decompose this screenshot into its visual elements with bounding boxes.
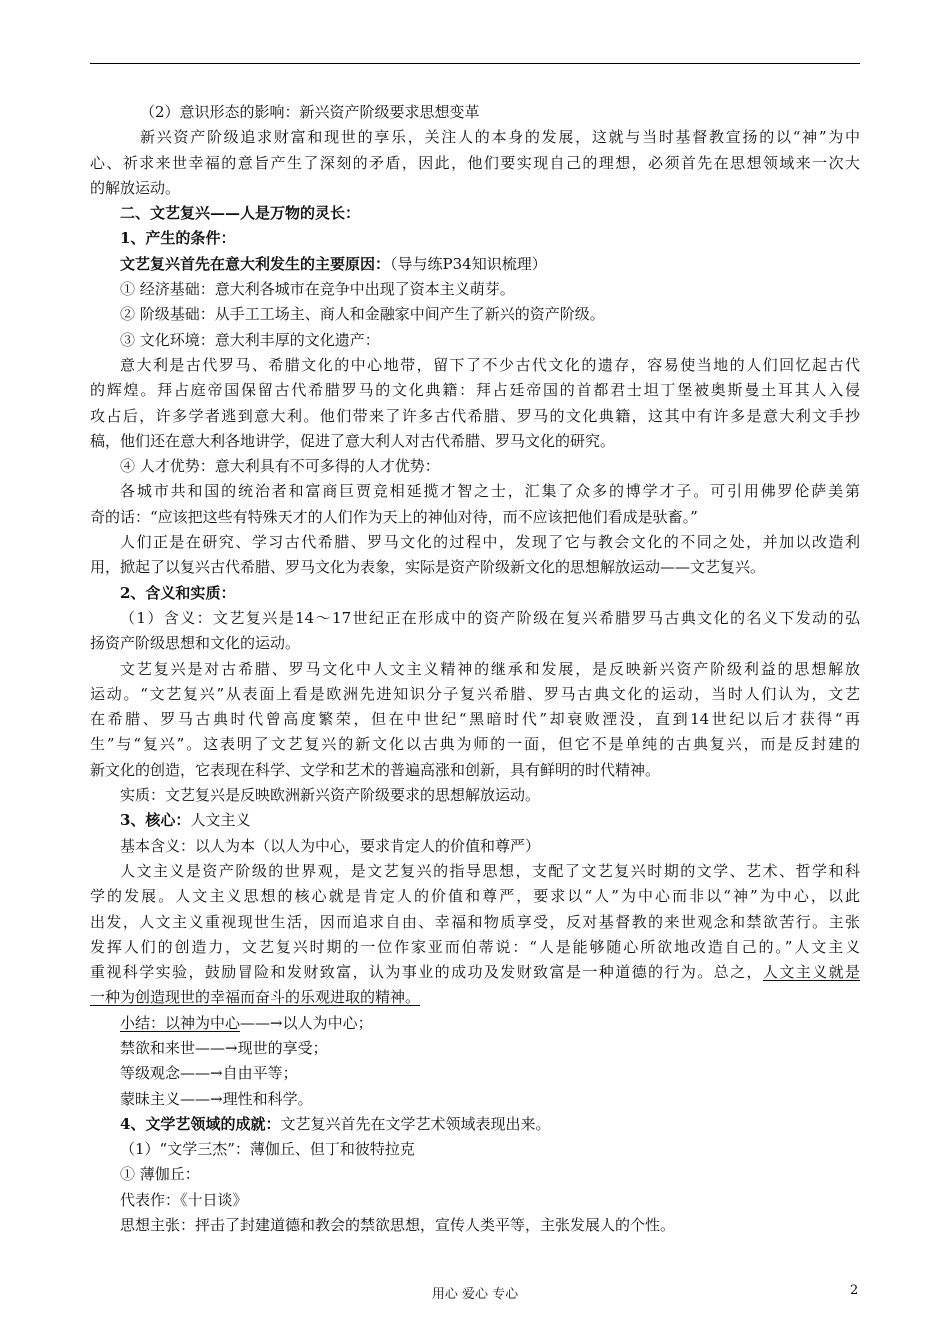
- text-line: 出发，人文主义重视现世生活，因而追求自由、幸福和物质享受，反对基督教的来世观念和禁欲苦行。主张: [90, 912, 860, 931]
- text-line: [120, 1011, 860, 1036]
- text-segment: ——→以人为中心；: [240, 1013, 373, 1032]
- text-segment: 重视科学实验，鼓励冒险和发财致富，认为事业的成功及发财致富是一种道德的行为。总之，: [90, 963, 763, 982]
- text-line: 文艺复兴是对古希腊、罗马文化中人文主义精神的继承和发展，是反映新兴资产阶级利益的思想解放: [120, 659, 860, 678]
- text-line: 等级观念——→自由平等；: [120, 1064, 298, 1083]
- text-line: [90, 960, 860, 985]
- text-line: 新文化的创造，它表现在科学、文学和艺术的普遍高涨和创新，具有鲜明的时代精神。: [90, 760, 661, 779]
- text-segment: 人文主义: [190, 811, 251, 830]
- text-line: [120, 1112, 860, 1137]
- text-line: 思想主张：抨击了封建道德和教会的禁欲思想，宣传人类平等，主张发展人的个性。: [120, 1216, 676, 1235]
- text-line: 实质：文艺复兴是反映欧洲新兴资产阶级要求的思想解放运动。: [120, 786, 541, 805]
- text-line: 生”与“复兴”。这表明了文艺复兴的新文化以古典为师的一面，但它不是单纯的古典复兴，而是反封建的: [90, 735, 860, 754]
- text-line: 一种为创造现世的幸福而奋斗的乐观进取的精神。: [90, 988, 421, 1007]
- text-line: 发挥人们的创造力，文艺复兴时期的一位作家亚而伯蒂说：“人是能够随心所欲地改造自己的。”人文主义: [90, 937, 860, 956]
- text-segment: 4、文学艺领域的成就：: [120, 1114, 281, 1133]
- text-line: 基本含义：以人为本（以人为中心，要求肯定人的价值和尊严）: [120, 836, 541, 855]
- document-body: [90, 100, 860, 1238]
- text-line: 禁欲和来世——→现世的享受；: [120, 1038, 328, 1057]
- text-line: 奇的话：“应该把这些有特殊天才的人们作为天上的神仙对待，而不应该把他们看成是驮畜。”: [90, 507, 698, 526]
- text-line: 运动。“文艺复兴”从表面上看是欧洲先进知识分子复兴希腊、罗马古典文化的运动，当时人们认为，文艺: [90, 684, 860, 703]
- text-line: 意大利是古代罗马、希腊文化的中心地带，留下了不少古代文化的遗存，容易使当地的人们回忆起古代: [120, 355, 860, 374]
- text-line: 稿，他们还在意大利各地讲学，促进了意大利人对古代希腊、罗马文化的研究。: [90, 431, 616, 450]
- text-segment: 人文主义就是: [762, 963, 860, 982]
- header-rule: [90, 63, 860, 64]
- text-line: 新兴资产阶级追求财富和现世的享乐，关注人的本身的发展，这就与当时基督教宣扬的以“神”为中: [140, 128, 860, 147]
- text-line: [120, 252, 860, 277]
- text-line: （1）含义：文艺复兴是14～17世纪正在形成中的资产阶级在复兴希腊罗马古典文化的名义下发动的弘: [120, 608, 860, 627]
- text-line: ② 阶级基础：从手工工场主、商人和金融家中间产生了新兴的资产阶级。: [120, 305, 605, 324]
- text-segment: （导与练P34知识梳理）: [390, 254, 547, 273]
- text-line: ① 薄伽丘：: [120, 1165, 200, 1184]
- text-line: 用，掀起了以复兴古代希腊、罗马文化为表象，实际是资产阶级新文化的思想解放运动——文艺复兴。: [90, 558, 766, 577]
- text-line: ④ 人才优势：意大利具有不可多得的人才优势：: [120, 457, 440, 476]
- page-footer: 用心 爱心 专心: [431, 1287, 519, 1302]
- text-line: （2）意识形态的影响：新兴资产阶级要求思想变革: [140, 103, 480, 121]
- text-line: [120, 808, 860, 833]
- text-line: ① 经济基础：意大利各城市在竞争中出现了资本主义萌芽。: [120, 280, 515, 299]
- text-line: ③ 文化环境：意大利丰厚的文化遗产：: [120, 330, 380, 349]
- page-number: 2: [850, 1283, 859, 1298]
- text-line: （1）“文学三杰”：薄伽丘、但丁和彼特拉克: [120, 1140, 415, 1159]
- text-line: 蒙昧主义——→理性和科学。: [120, 1089, 313, 1108]
- text-line: 的辉煌。拜占庭帝国保留古代希腊罗马的文化典籍：拜占廷帝国的首都君士坦丁堡被奥斯曼土耳其人入侵: [90, 381, 860, 400]
- text-segment: 文艺复兴首先在意大利发生的主要原因：: [120, 254, 391, 273]
- text-line: 各城市共和国的统治者和富商巨贾竞相延揽才智之士，汇集了众多的博学才子。可引用佛罗伦萨美第: [120, 482, 860, 501]
- text-line: 扬资产阶级思想和文化的运动。: [90, 634, 301, 653]
- text-line: 学的发展。人文主义思想的核心就是肯定人的价值和尊严，要求以“人”为中心而非以“神”为中心，以此: [90, 887, 860, 906]
- text-line: 人文主义是资产阶级的世界观，是文艺复兴的指导思想，支配了文艺复兴时期的文学、艺术、哲学和科: [120, 861, 860, 880]
- text-line: 的解放运动。: [90, 178, 181, 197]
- text-line: 心、祈求来世幸福的意旨产生了深刻的矛盾，因此，他们要实现自己的理想，必须首先在思想领域来一次大: [90, 153, 860, 172]
- text-line: 2、含义和实质：: [120, 583, 236, 602]
- text-line: 攻占后，许多学者逃到意大利。他们带来了许多古代希腊、罗马的文化典籍，这其中有许多是意大利文手抄: [90, 406, 860, 425]
- text-line: 人们正是在研究、学习古代希腊、罗马文化的过程中，发现了它与教会文化的不同之处，并加以改造利: [120, 533, 860, 552]
- text-line: 在希腊、罗马古典时代曾高度繁荣，但在中世纪“黑暗时代”却衰败湮没，直到14世纪以后才获得“再: [90, 710, 860, 729]
- text-segment: 3、核心：: [120, 811, 191, 830]
- text-segment: 小结：以神为中心: [120, 1013, 241, 1032]
- text-line: 二、文艺复兴——人是万物的灵长：: [120, 204, 361, 223]
- text-line: 代表作：《十日谈》: [120, 1190, 248, 1209]
- text-line: 1、产生的条件：: [120, 229, 236, 248]
- text-segment: 文艺复兴首先在文学艺术领域表现出来。: [280, 1114, 551, 1133]
